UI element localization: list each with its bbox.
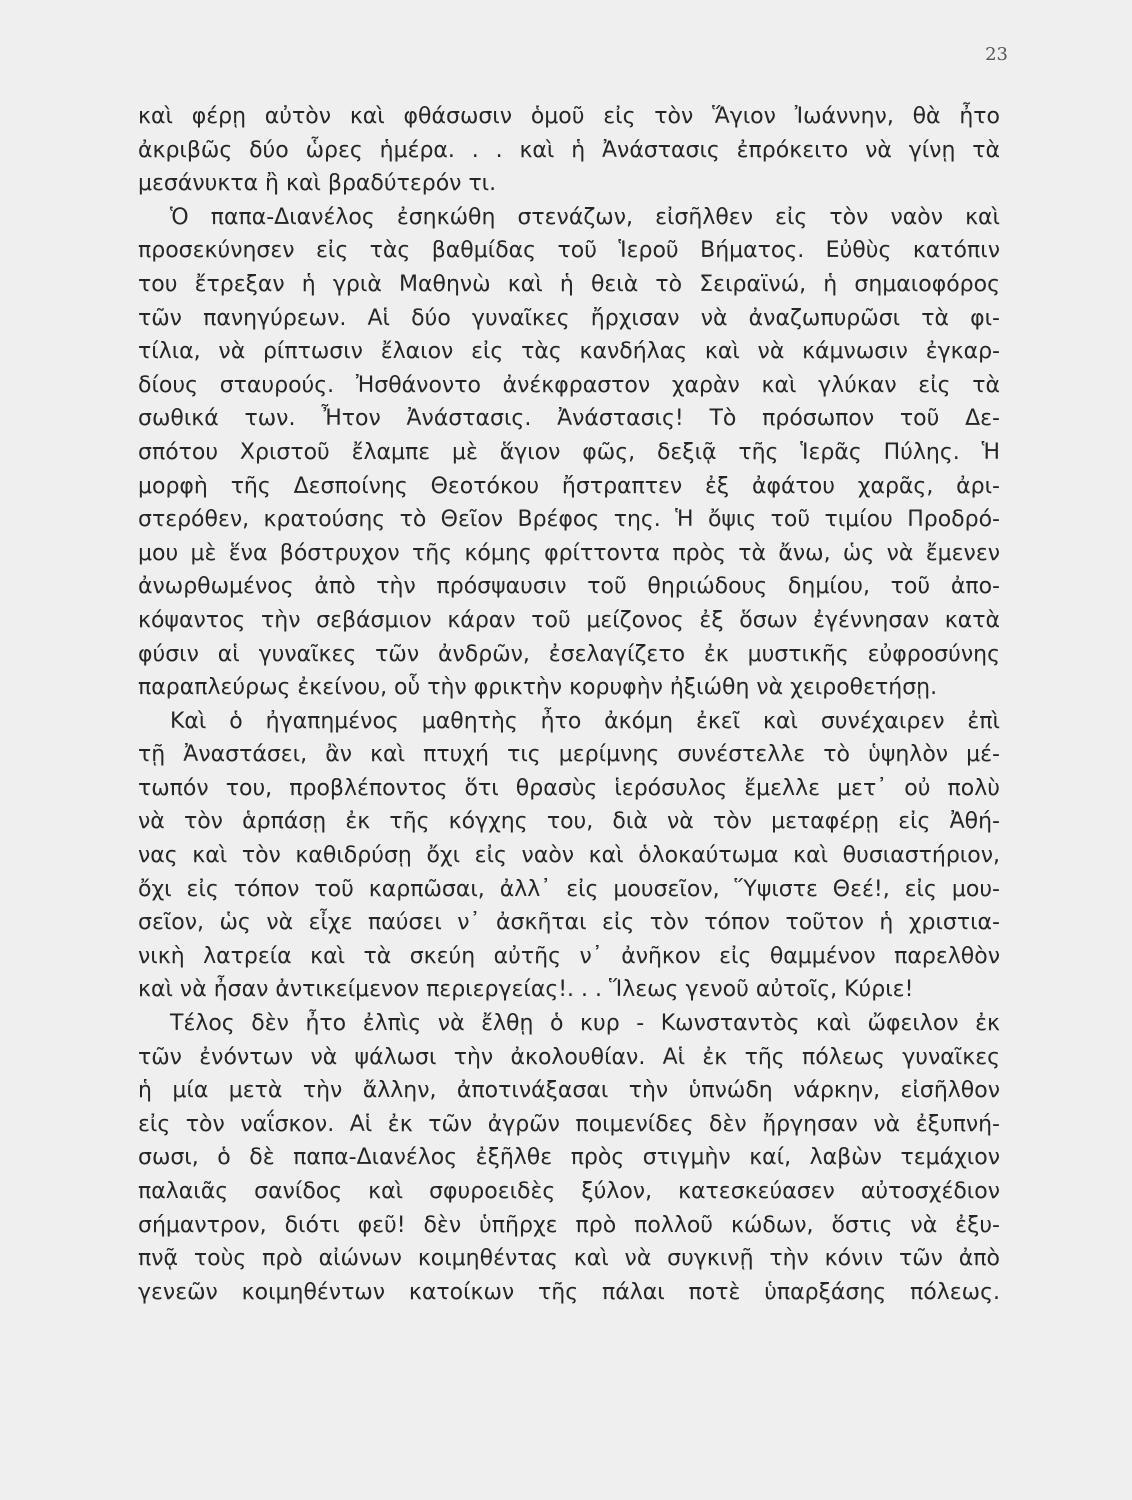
text-line: νικὴ λατρεία καὶ τὰ σκεύη αὐτῆς ν᾽ ἀνῆκον εἰς θαμμένον παρελθὸν [138, 943, 1000, 969]
text-line: σωσι, ὁ δὲ παπα-Διανέλος ἐξῆλθε πρὸς στιγμὴν καί, λαβὼν τεμάχιον [138, 1145, 1000, 1171]
text-line: τωπόν του, προβλέποντος ὅτι θρασὺς ἱερόσυλος ἔμελλε μετ᾽ οὐ πολὺ [138, 775, 1000, 801]
text-line: Τέλος δὲν ἦτο ἐλπὶς νὰ ἔλθῃ ὁ κυρ - Κωνσταντὸς καὶ ὤφειλον ἐκ [170, 1011, 1000, 1037]
text-line: ἀνωρθωμένος ἀπὸ τὴν πρόσψαυσιν τοῦ θηριώδους δημίου, τοῦ ἀπο- [138, 574, 1000, 600]
page-number: 23 [985, 44, 1008, 65]
text-line: πνᾷ τοὺς πρὸ αἰώνων κοιμηθέντας καὶ νὰ συγκινῇ τὴν κόνιν τῶν ἀπὸ [138, 1246, 1000, 1272]
text-line: στερόθεν, κρατούσης τὸ Θεῖον Βρέφος της. Ἡ ὄψις τοῦ τιμίου Προδρό- [138, 507, 1000, 533]
text-line: σήμαντρον, διότι φεῦ! δὲν ὑπῆρχε πρὸ πολλοῦ κώδων, ὅστις νὰ ἐξυ- [138, 1212, 1000, 1238]
text-line: Καὶ ὁ ἠγαπημένος μαθητὴς ἦτο ἀκόμη ἐκεῖ καὶ συνέχαιρεν ἐπὶ [170, 708, 1000, 734]
text-line: καὶ νὰ ἦσαν ἀντικείμενον περιεργείας!. . . Ἵλεως γενοῦ αὐτοῖς, Κύριε! [138, 977, 914, 1003]
text-line: ὄχι εἰς τόπον τοῦ καρπῶσαι, ἀλλ᾽ εἰς μουσεῖον, Ὕψιστε Θεέ!, εἰς μου- [138, 876, 1000, 902]
text-line: προσεκύνησεν εἰς τὰς βαθμίδας τοῦ Ἱεροῦ Βήματος. Εὐθὺς κατόπιν [138, 238, 1000, 264]
text-line: κόψαντος τὴν σεβάσμιον κάραν τοῦ μείζονος ἐξ ὅσων ἐγέννησαν κατὰ [138, 607, 1000, 633]
text-line: σεῖον, ὡς νὰ εἶχε παύσει ν᾽ ἀσκῆται εἰς τὸν τόπον τοῦτον ἡ χριστια- [138, 910, 1000, 936]
text-line: μου μὲ ἕνα βόστρυχον τῆς κόμης φρίττοντα πρὸς τὰ ἄνω, ὡς νὰ ἔμενεν [138, 540, 1000, 566]
text-line: Ὁ παπα-Διανέλος ἐσηκώθη στενάζων, εἰσῆλθεν εἰς τὸν ναὸν καὶ [170, 204, 1000, 230]
text-line: τῶν ἐνόντων νὰ ψάλωσι τὴν ἀκολουθίαν. Αἱ ἐκ τῆς πόλεως γυναῖκες [138, 1044, 1000, 1070]
text-line: νὰ τὸν ἁρπάσῃ ἐκ τῆς κόγχης του, διὰ νὰ τὸν μεταφέρῃ εἰς Ἀθή- [138, 809, 1000, 835]
text-line: νας καὶ τὸν καθιδρύσῃ ὄχι εἰς ναὸν καὶ ὁλοκαύτωμα καὶ θυσιαστήριον, [138, 843, 1000, 869]
text-line: του ἔτρεξαν ἡ γριὰ Μαθηνὼ καὶ ἡ θειὰ τὸ Σειραϊνώ, ἡ σημαιοφόρος [138, 271, 1000, 297]
text-line: παλαιᾶς σανίδος καὶ σφυροειδὲς ξύλον, κατεσκεύασεν αὐτοσχέδιον [138, 1179, 1000, 1204]
text-line: τῇ Ἀναστάσει, ἂν καὶ πτυχή τις μερίμνης συνέστελλε τὸ ὑψηλὸν μέ- [138, 742, 1000, 768]
text-line: εἰς τὸν ναΐσκον. Αἱ ἐκ τῶν ἀγρῶν ποιμενίδες δὲν ἤργησαν νὰ ἐξυπνή- [138, 1111, 1000, 1137]
text-line: γενεῶν κοιμηθέντων κατοίκων τῆς πάλαι ποτὲ ὑπαρξάσης πόλεως. [138, 1279, 1000, 1305]
text-line: καὶ φέρῃ αὐτὸν καὶ φθάσωσιν ὁμοῦ εἰς τὸν Ἅγιον Ἰωάννην, θὰ ἦτο [138, 104, 1000, 129]
body-text [138, 100, 1000, 1309]
text-line: τίλια, νὰ ρίπτωσιν ἔλαιον εἰς τὰς κανδήλας καὶ νὰ κάμνωσιν ἐγκαρ- [138, 339, 1000, 365]
text-line: σπότου Χριστοῦ ἔλαμπε μὲ ἅγιον φῶς, δεξιᾷ τῆς Ἱερᾶς Πύλης. Ἡ [138, 439, 1000, 465]
text-line: παραπλεύρως ἐκείνου, οὗ τὴν φρικτὴν κορυφὴν ἠξιώθη νὰ χειροθετήσῃ. [138, 675, 938, 701]
text-line: φύσιν αἱ γυναῖκες τῶν ἀνδρῶν, ἐσελαγίζετο ἐκ μυστικῆς εὐφροσύνης [138, 641, 1000, 667]
text-line: σωθικά των. Ἦτον Ἀνάστασις. Ἀνάστασις! Τὸ πρόσωπον τοῦ Δε- [138, 406, 1000, 432]
text-line: μορφὴ τῆς Δεσποίνης Θεοτόκου ἤστραπτεν ἐξ ἀφάτου χαρᾶς, ἀρι- [138, 473, 1000, 499]
text-line: μεσάνυκτα ἢ καὶ βραδύτερόν τι. [138, 171, 497, 197]
text-line: δίους σταυρούς. Ἠσθάνοντο ἀνέκφραστον χαρὰν καὶ γλύκαν εἰς τὰ [138, 372, 1000, 398]
text-line: τῶν πανηγύρεων. Αἱ δύο γυναῖκες ἤρχισαν νὰ ἀναζωπυρῶσι τὰ φι- [138, 305, 1000, 331]
text-line: ἀκριβῶς δύο ὧρες ἡμέρα. . . καὶ ἡ Ἀνάστασις ἐπρόκειτο νὰ γίνῃ τὰ [138, 137, 1000, 163]
text-line: ἡ μία μετὰ τὴν ἄλλην, ἀποτινάξασαι τὴν ὑπνώδη νάρκην, εἰσῆλθον [138, 1078, 1000, 1104]
